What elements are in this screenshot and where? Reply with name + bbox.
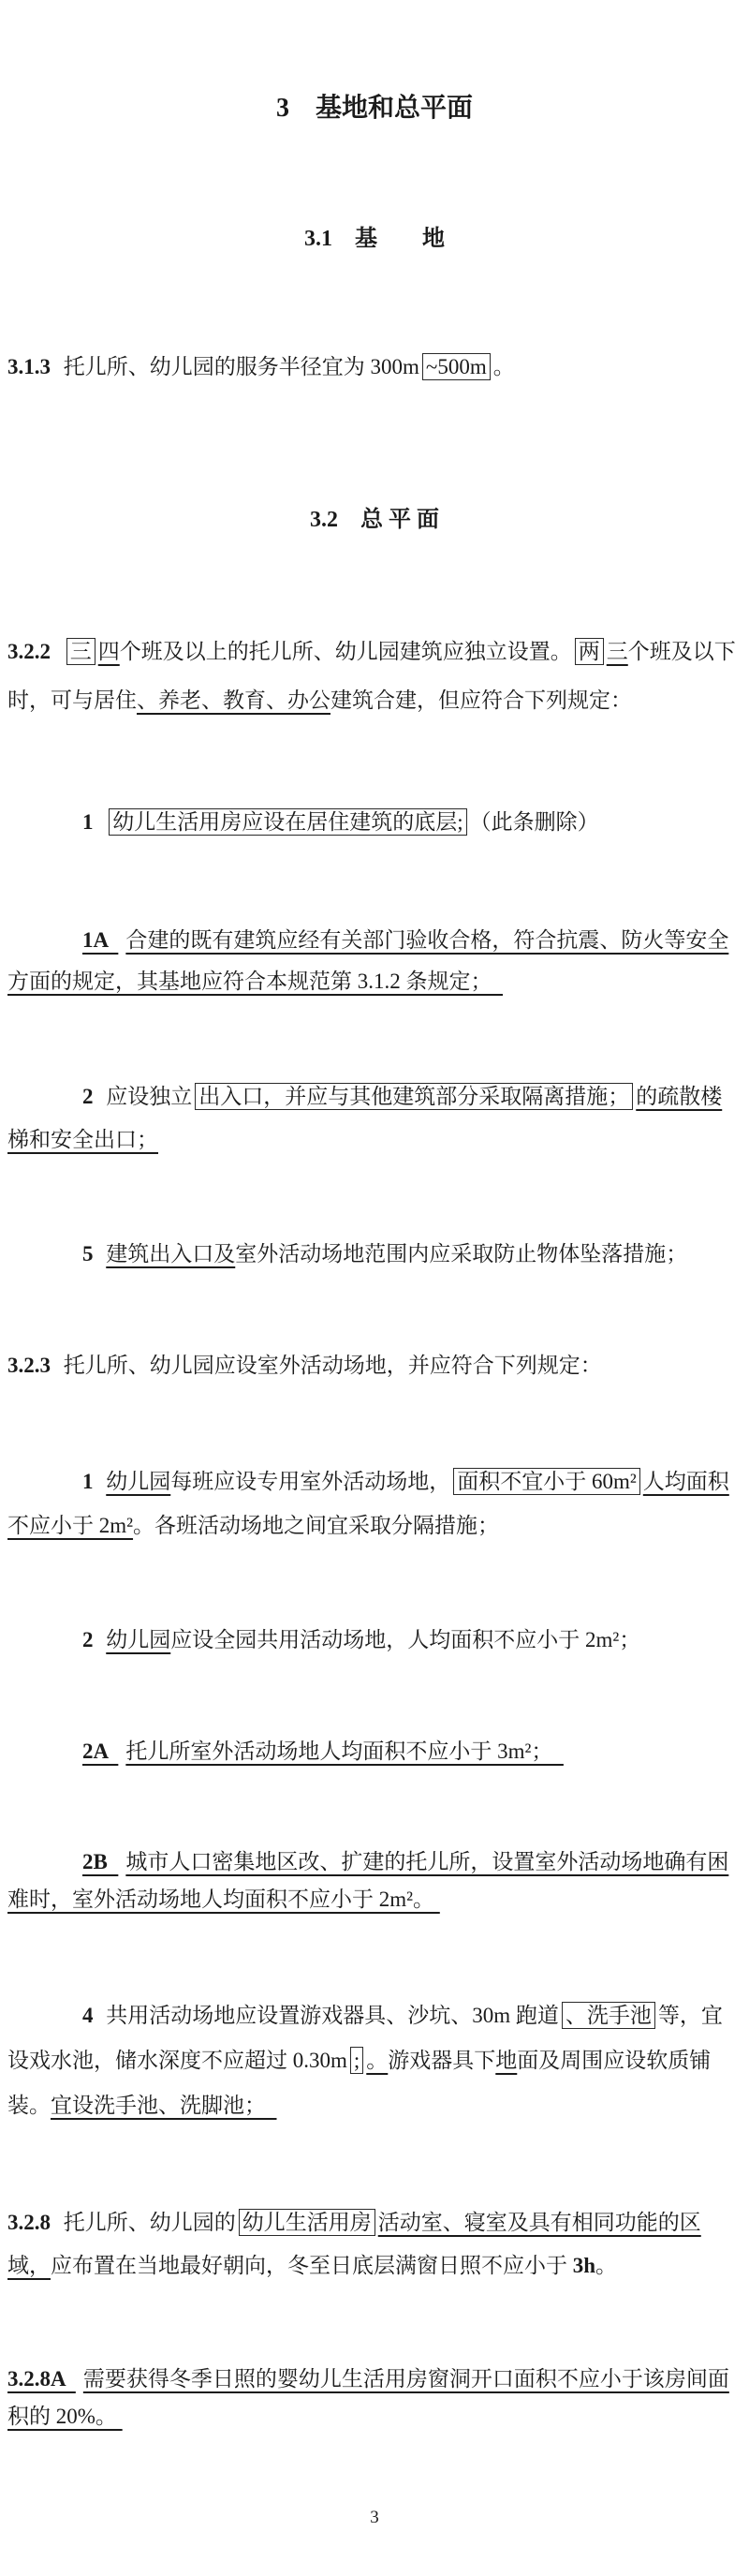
item-number: 1 [82,810,99,834]
body-text: （此条删除） [469,810,599,834]
body-text: 托儿所、幼儿园的 [63,2211,236,2234]
item-number: 2 [82,1085,99,1108]
revision-box-deleted-text: 面积不宜小于 60m² [453,1468,640,1495]
clause-number: 3.2.8 [7,2211,56,2234]
revision-box-deleted-text: 、洗手池 [562,2002,655,2029]
body-text: 面及周围应设软质铺装。 [7,2049,712,2117]
body-text: 建筑合建，但应符合下列规定： [330,688,632,712]
item-3-2-3-1 [7,1459,742,1547]
item-5 [7,1235,742,1274]
item-4 [7,1993,742,2128]
clause-3-1-3 [7,348,742,386]
item-number: 5 [82,1242,99,1266]
section-title-3-2: 3.2 总 平 面 [310,508,439,532]
body-text: 共用活动场地应设置游戏器具、沙坑、30m 跑道 [106,2004,559,2027]
clause-3-2-3 [7,1347,742,1384]
clause-3-2-2 [7,628,742,725]
body-text: 应布置在当地最好朝向，冬至日底层满窗日照不应小于 [51,2254,573,2277]
inserted-text: 建筑出入口及 [106,1242,236,1266]
item-2b [7,1843,742,1918]
item-1 [7,798,742,847]
inserted-text: 幼儿园 [106,1470,171,1493]
body-text: 个班及以下时，可与居住 [7,640,736,712]
item-number: 2 [82,1628,99,1651]
inserted-text: 人均面积不应小于 2m² [7,1470,729,1537]
revision-box-deleted-text: 三 [66,638,95,665]
body-text: 室外活动场地范围内应采取防止物体坠落措施； [235,1242,688,1266]
item-number: 2A [82,1740,119,1763]
bold-value: 3h [572,2254,596,2277]
inserted-text: 四 [97,640,120,663]
body-text: 每班应设专用室外活动场地， [170,1470,451,1493]
clause-number: 3.2.8A [7,2367,76,2391]
inserted-text: 宜设洗手池、洗脚池； [51,2094,277,2117]
body-text: 个班及以上的托儿所、幼儿园建筑应独立设置。 [119,640,572,663]
inserted-text: 城市人口密集地区改、扩建的托儿所，设置室外活动场地确有困难时，室外活动场地人均面积不应小于 2m²。 [7,1850,729,1911]
revision-box-deleted-text: ; [350,2047,363,2074]
page-number: 3 [370,2508,379,2527]
body-text: 托儿所、幼儿园应设室外活动场地，并应符合下列规定： [63,1354,602,1377]
inserted-text: 地 [495,2049,518,2072]
revision-box-deleted-text: 幼儿生活用房 [239,2209,375,2236]
clause-number: 3.2.2 [7,640,56,663]
inserted-text: 合建的既有建筑应经有关部门验收合格，符合抗震、防火等安全方面的规定，其基地应符合本规范第 3.1.2 条规定； [7,928,729,993]
revision-box-deleted-text: ~500m [422,353,491,380]
item-3-2-3-2 [7,1621,742,1660]
inserted-text: 。 [366,2049,389,2072]
inserted-text: 、养老、教育、办公 [137,688,330,712]
section-title-3-1: 3.1 基 地 [304,227,445,251]
clause-number: 3.1.3 [7,355,56,378]
inserted-text: 活动室、寝室及具有相同功能的区域， [7,2211,701,2277]
inserted-text: 幼儿园 [106,1628,171,1651]
revision-box-deleted-text: 两 [575,638,604,665]
inserted-text: 需要获得冬季日照的婴幼儿生活用房窗洞开口面积不应小于该房间面积的 20%。 [7,2367,729,2428]
clause-3-2-8 [7,2201,742,2287]
item-2a [7,1733,742,1770]
body-text: 。各班活动场地之间宜采取分隔措施； [133,1514,500,1537]
inserted-text: 托儿所室外活动场地人均面积不应小于 3m²； [125,1740,564,1763]
body-text: 应设独立 [106,1085,193,1108]
item-number: 1A [82,928,119,952]
revision-box-deleted-text: 出入口，并应与其他建筑部分采取隔离措施； [195,1083,633,1110]
inserted-text: 三 [606,640,628,663]
item-number: 2B [82,1850,119,1873]
body-text: 应设全园共用活动场地，人均面积不应小于 2m²； [170,1628,641,1651]
item-2 [7,1075,742,1162]
item-number: 4 [82,2004,99,2027]
chapter-title: 3 基地和总平面 [275,94,473,123]
body-text: 等，宜设戏水池，储水深度不应超过 0.30m [7,2004,723,2072]
body-text: 托儿所、幼儿园的服务半径宜为 300m [63,355,419,378]
clause-number: 3.2.3 [7,1354,56,1377]
item-1a [7,920,742,1002]
body-text: 。 [595,2254,618,2277]
body-text: 。 [492,355,515,378]
inserted-text: 的疏散楼梯和安全出口； [7,1085,723,1151]
revision-box-deleted-text: 幼儿生活用房应设在居住建筑的底层; [109,808,466,836]
clause-3-2-8a [7,2361,742,2435]
item-number: 1 [82,1470,99,1493]
body-text: 游戏器具下 [388,2049,496,2072]
